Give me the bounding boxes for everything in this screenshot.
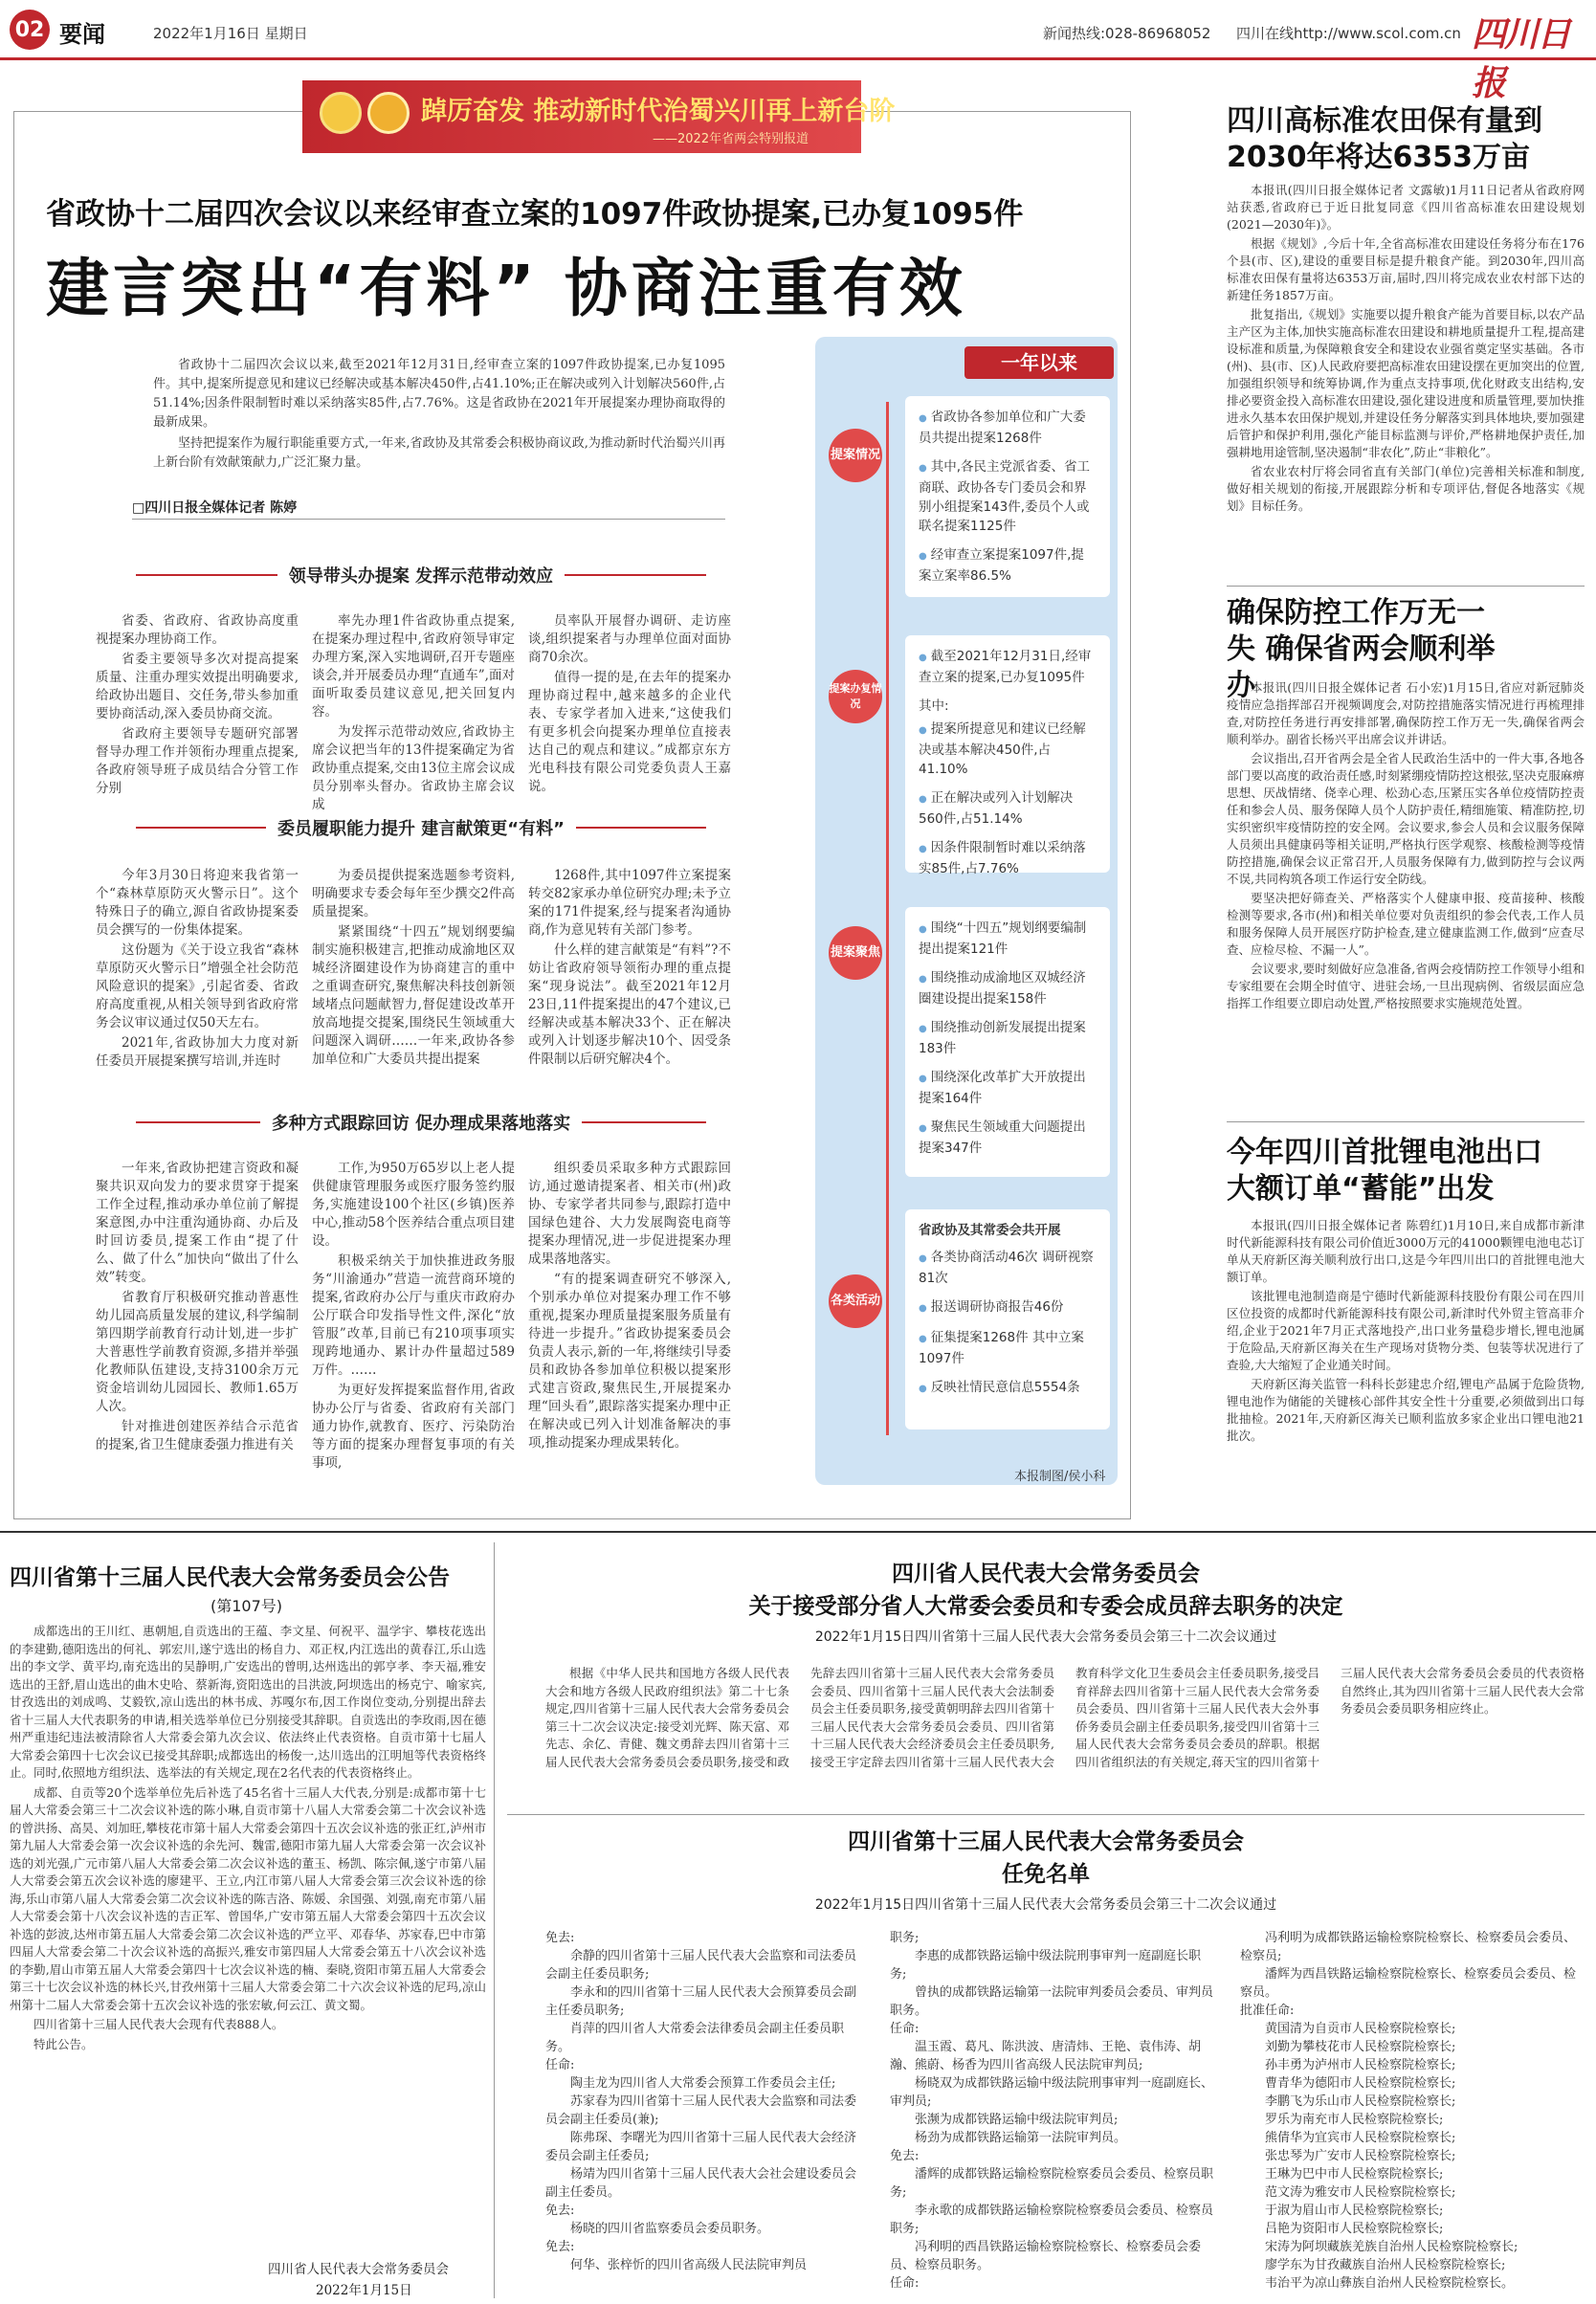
stats-card-1 bbox=[905, 396, 1110, 597]
appoint-line: 李永歌的成都铁路运输检察院检察委员会委员、检察员职务; bbox=[890, 2204, 1214, 2236]
appoint-line: 杨靖为四川省第十三届人民代表大会社会建设委员会副主任委员。 bbox=[545, 2167, 857, 2200]
stats-card-2 bbox=[905, 635, 1110, 876]
stat-item: ● 聚焦民生领域重大问题提出提案347件 bbox=[919, 1118, 1097, 1158]
page-number: 02 bbox=[14, 17, 45, 42]
stat-item: ● 报送调研协商报告46份 bbox=[919, 1297, 1097, 1318]
label-proposal-focus: 提案聚焦 bbox=[829, 926, 882, 980]
sec2-col2 bbox=[312, 867, 515, 1067]
appointment-col-1 bbox=[545, 1929, 867, 2300]
sec2-para: 今年3月30日将迎来我省第一个“森林草原防灭火警示日”。这个特殊日子的确立,源自省政协提案委员会撰写的一份集体提案。 bbox=[96, 868, 299, 938]
appoint-line: 冯利明为成都铁路运输检察院检察长、检察委员会委员、检察员; bbox=[1240, 1931, 1577, 1963]
article-byline: □四川日报全媒体记者 陈婷 bbox=[132, 500, 298, 516]
appoint-line: 吕艳为资阳市人民检察院检察长; bbox=[1265, 2222, 1444, 2236]
appoint-line: 张忠琴为广安市人民检察院检察长; bbox=[1265, 2149, 1456, 2163]
page-number-badge bbox=[10, 10, 50, 50]
sec1-col2 bbox=[312, 612, 515, 812]
announce-para: 特此公告。 bbox=[33, 2036, 94, 2051]
appoint-line: 潘辉的成都铁路运输检察院检察委员会委员、检察员职务; bbox=[890, 2167, 1214, 2200]
sec3-para: 工作,为950万65岁以上老人提供健康管理服务或医疗服务签约服务,实施建设100个社区(乡镇)医养中心,推动58个医养结合重点项目建设。 bbox=[312, 1161, 515, 1249]
appoint-line: 潘辉为西昌铁路运输检察院检察长、检察委员会委员、检察员。 bbox=[1240, 1967, 1577, 2000]
appoint-line: 罗乐为南充市人民检察院检察长; bbox=[1265, 2113, 1444, 2127]
stat-item: ● 其中,各民主党派省委、省工商联、政协各专门委员会和界别小组提案143件,委员个人或联名提案1125件 bbox=[919, 457, 1097, 536]
appoint-line: 温玉霞、葛凡、陈洪波、唐清炜、王艳、袁伟涛、胡瀚、熊蔚、杨香为四川省高级人民法院审判员; bbox=[890, 2040, 1202, 2072]
right-article-1-body bbox=[1227, 182, 1585, 576]
right-para: 省农业农村厅将会同省直有关部门(单位)完善相关标准和制度,做好相关规划的衔接,开展跟踪分析和专项评估,督促各地落实《规划》目标任务。 bbox=[1227, 464, 1585, 513]
sec3-para: 积极采纳关于加快推进政务服务“川渝通办”营造一流营商环境的提案,省政府办公厅与重庆市政府办公厅联合印发指导性文件,深化“放管服”改革,目前已有210项事项实现跨地通办、累计办件量超过589万件。…… bbox=[312, 1253, 515, 1378]
sec3-col2 bbox=[312, 1160, 515, 1471]
sec3-para: 省教育厅积极研究推动普惠性幼儿园高质量发展的建议,科学编制第四期学前教育行动计划,进一步扩大普惠性学前教育资源,多措并举强化教师队伍建设,支持3100余万元资金培训幼儿园园长、教师1.65万人次。 bbox=[96, 1290, 299, 1414]
appoint-line: 免去: bbox=[545, 1931, 575, 1945]
appoint-line: 杨晓的四川省监察委员会委员职务。 bbox=[570, 2222, 770, 2236]
appointment-col-3 bbox=[1240, 1929, 1585, 2300]
article-kicker: 省政协十二届四次会议以来经审查立案的1097件政协提案,已办复1095件 bbox=[46, 197, 1024, 232]
sec3-col1 bbox=[96, 1160, 299, 1452]
decision-date: 2022年1月15日四川省第十三届人民代表大会常务委员会第三十二次会议通过 bbox=[814, 1629, 1277, 1645]
sec1-para: 省委主要领导多次对提高提案质量、注重办理实效提出明确要求,给政协出题目、交任务,带头参加重要协商活动,深入委员协商交流。 bbox=[96, 652, 299, 721]
announcement-number: (第107号) bbox=[211, 1597, 283, 1615]
sec1-para: 员率队开展督办调研、走访座谈,组织提案者与办理单位面对面协商70余次。 bbox=[528, 613, 731, 665]
announcement-body bbox=[10, 1623, 486, 2235]
appoint-line: 肖萍的四川省人大常委会法律委员会副主任委员职务。 bbox=[545, 2022, 845, 2054]
appoint-line: 李惠的成都铁路运输中级法院刑事审判一庭副庭长职务; bbox=[890, 1949, 1202, 1982]
appoint-line: 孙丰勇为泸州市人民检察院检察长; bbox=[1265, 2058, 1456, 2072]
sec1-para: 率先办理1件省政协重点提案,在提案办理过程中,省政府领导审定办理方案,深入实地调研,召开专题座谈会,并开展委员办理“直通车”,面对面听取委员建议意见,把关回复内容。 bbox=[312, 613, 515, 720]
sec3-para: “有的提案调查研究不够深入,个别承办单位对提案办理工作不够重视,提案办理质量提案服务质量有待进一步提升。”省政协提案委员会负责人表示,新的一年,将继续引导委员和政协各参加单位积极以提案形式建言资政,聚焦民生,开展提案办理“回头看”,跟踪落实提案办理中正在解决或已列入计划准备解决的事项,推动提案办理成果转化。 bbox=[528, 1272, 731, 1451]
right-para: 本报讯(四川日报全媒体记者 陈碧红)1月10日,来自成都市新津时代新能源科技有限公司价值近3000万元的41000颗锂电池电芯订单从天府新区海关顺利放行出口,这是今年四川出口的首批锂电池大额订单。 bbox=[1227, 1218, 1585, 1284]
appoint-line: 余静的四川省第十三届人民代表大会监察和司法委员会副主任委员职务; bbox=[545, 1949, 857, 1982]
appoint-line: 陈弗琛、李曙光为四川省第十三届人民代表大会经济委员会副主任委员; bbox=[545, 2131, 857, 2163]
sec3-para: 为更好发挥提案监督作用,省政协办公厅与省委、省政府有关部门通力协作,就教育、医疗、污染防治等方面的提案办理督复事项的有关事项, bbox=[312, 1383, 515, 1471]
right-para: 本报讯(四川日报全媒体记者 文露敏)1月11日记者从省政府网站获悉,省政府已于近日批复同意《四川省高标准农田建设规划(2021—2030年)》。 bbox=[1227, 183, 1585, 232]
stat-item: ● 正在解决或列入计划解决560件,占51.14% bbox=[919, 788, 1097, 829]
appointment-date: 2022年1月15日四川省第十三届人民代表大会常务委员会第三十二次会议通过 bbox=[814, 1897, 1277, 1913]
sec1-para: 省政府主要领导专题研究部署督导办理工作并领衔办理重点提案,各政府领导班子成员结合分管工作分别 bbox=[96, 726, 299, 796]
stat-item: ● 截至2021年12月31日,经审查立案的提案,已办复1095件 bbox=[919, 647, 1097, 687]
banner-slogan: 踔厉奋发 推动新时代治蜀兴川再上新台阶 bbox=[421, 97, 896, 126]
sec1-para: 为发挥示范带动效应,省政协主席会议把当年的13件提案确定为省政协重点提案,交由13位主席会议成员分别率头督办。省政协主席会议成 bbox=[312, 724, 515, 812]
sec2-para: 这份题为《关于设立我省“森林草原防灭火警示日”增强全社会防范风险意识的提案》,引起省委、省政府高度重视,从相关领导到省政府常务会议审议通过仅50天左右。 bbox=[96, 942, 299, 1030]
appoint-line: 张濒为成都铁路运输中级法院审判员; bbox=[915, 2113, 1119, 2127]
decision-title-1: 四川省人民代表大会常务委员会 bbox=[892, 1562, 1200, 1586]
decision-para: 根据《中华人民共和国地方各级人民代表大会和地方各级人民政府组织法》第二十七条规定,四川省第十三届人民代表大会常务委员会第三十二次会议决定:接受刘光辉、陈天富、邓先志、余亿、青健、魏文勇辞去四川省第十三届人民代表大会常务委员会委员职务,接受和政先辞去四川省第十三届人民代表大会常务委员会委员、四川省第十三届人民代表大会法制委员会主任委员职务,接受黄朝明辞去四川省第十三届人民代表大会常务委员会委员、四川省第十三届人民代表大会经济委员会主任委员职务,接受王宇定辞去四川省第十三届人民代表大会教育科学文化卫生委员会主任委员职务,接受吕育祥辞去四川省第十三届人民代表大会常务委员会委员、四川省第十三届人民代表大会外事侨务委员会副主任委员职务,接受四川省第十三届人民代表大会常务委员会委员的辞职。根据四川省组织法的有关规定,蒋天宝的四川省第十三届人民代表大会常务委员会委员的代表资格自然终止,其为四川省第十三届人民代表大会常务委员会委员职务相应终止。 bbox=[545, 1666, 1585, 1769]
stat-item: ● 提案所提意见和建议已经解决或基本解决450件,占41.10% bbox=[919, 720, 1097, 779]
appoint-line: 范文涛为雅安市人民检察院检察长; bbox=[1265, 2185, 1456, 2200]
right-article-1-title: 四川高标准农田保有量到2030年将达6353万亩 bbox=[1227, 104, 1542, 174]
right-article-2-body bbox=[1227, 679, 1585, 1112]
section-heading-1-text: 领导带头办提案 发挥示范带动效应 bbox=[288, 566, 554, 587]
stat-subhead: 省政协及其常委会共开展 bbox=[919, 1223, 1061, 1238]
appoint-line: 冯利明的西昌铁路运输检察院检察长、检察委员会委员、检察员职务。 bbox=[890, 2240, 1202, 2272]
appointment-title-1: 四川省第十三届人民代表大会常务委员会 bbox=[848, 1829, 1244, 1854]
decision-divider bbox=[507, 1814, 1585, 1815]
announce-para: 成都选出的王川红、惠朝旭,自贡选出的王蕴、李文星、何祝平、温学宇、攀枝花选出的李建勤,德阳选出的何礼、郭宏川,遂宁选出的杨自力、邓正权,内江选出的黄春江,乐山选出的李文学、黄平均,南充选出的吴静明,广安选出的曾明,达州选出的郭亨孝、李天福,雅安选出的王舒,眉山选出的曲木史哈、蔡新海,资阳选出的吕洪波,阿坝选出的杨克宁、喻家宾,甘孜选出的刘成鸣、艾毅钦,凉山选出的林书成、苏嘎尔布,因工作岗位变动,分别提出辞去省十三届人大代表职务的申请,相关选举单位已分别接受其辞职。自贡选出的李玫雨,因在德州严重违纪违法被清除省人大常委会第九次会议、依法终止代表资格。自贡市第十七届人大常委会第四十七次会议已接受其辞职;成都选出的杨俊一,达川选出的江明旭等代表资格终止。同时,依照地方组织法、选举法的有关规定,现在2名代表的代表资格终止。 bbox=[10, 1624, 486, 1780]
appoint-line: 刘勤为攀枝花市人民检察院检察长; bbox=[1265, 2040, 1456, 2054]
byline-rule bbox=[132, 519, 725, 520]
sec2-col1 bbox=[96, 867, 299, 1069]
appoint-line: 任命: bbox=[890, 2022, 920, 2036]
section-heading-2-text: 委员履职能力提升 建言献策更“有料” bbox=[277, 819, 565, 839]
stat-item: ● 各类协商活动46次 调研视察81次 bbox=[919, 1248, 1097, 1288]
appoint-line: 苏家春为四川省第十三届人民代表大会监察和司法委员会副主任委员(兼); bbox=[545, 2094, 857, 2127]
stat-item: ● 征集提案1268件 其中立案1097件 bbox=[919, 1328, 1097, 1368]
announce-para: 成都、自贡等20个选举单位先后补选了45名省十三届人大代表,分别是:成都市第十七届人大常委会第三十二次会议补选的陈小琳,自贡市第十八届人大常委会第二十次会议补选的曾洪扬、高昊、刘加旺,攀枝花市第十届人大常委会第四十五次会议补选的张正红,泸州市第九届人大常委会第一次会议补选的余先河、魏雷,德阳市第九届人大常委会第一次会议补选的刘光强,广元市第八届人大常委会第二次会议补选的董玉、杨凯、陈宗佩,遂宁市第八届人大常委会第五次会议补选的廖建平、王立,内江市第八届人大常委会第三次会议补选的徐海,乐山市第八届人大常委会第二次会议补选的陈吉洛、陈媛、余国强、刘强,南充市第八届人大常委会第十八次会议补选的吉正军、曾国华,广安市第五届人大常委会第四十五次会议补选的彭波,达州市第五届人大常委会第二次会议补选的严立平、邓春华、苏家春,巴中市第四届人大常委会第二十次会议补选的高振兴,雅安市第四届人大常委会第五十八次会议补选的李勤,眉山市第五届人大常委会第四十七次会议补选的楠、秦晓,资阳市第五届人大常委会第三十七次会议补选的林长兴,甘孜州第十三届人大常委会第二十六次会议补选的尼玛,凉山州第十二届人大常委会第十五次会议补选的张宏敏,何云江、黄文蜀。 bbox=[10, 1784, 486, 2012]
label-reply-status: 提案办复情况 bbox=[829, 670, 882, 723]
stat-item: ● 围绕“十四五”规划纲要编制提出提案121件 bbox=[919, 919, 1097, 959]
appoint-line: 职务; bbox=[890, 1931, 920, 1945]
sec2-para: 紧紧围绕“十四五”规划纲要编制实施积极建言,把推动成渝地区双城经济圈建设作为协商建言的重中之重调查研究,聚焦解决科技创新领域堵点问题献智力,督促建设改革开放高地提交提案,围绕民生领域重大问题深入调研……一年来,政协各参加单位和广大委员共提出提案 bbox=[312, 924, 515, 1067]
news-hotline: 新闻热线:028-86968052 bbox=[1043, 25, 1211, 42]
section-heading-3-text: 多种方式跟踪回访 促办理成果落地落实 bbox=[271, 1114, 571, 1134]
stat-item: ● 经审查立案提案1097件,提案立案率86.5% bbox=[919, 545, 1097, 586]
right-para: 要坚决把好筛查关、严格落实个人健康申报、疫苗接种、核酸检测等要求,各市(州)和相关单位要对负责组织的参会代表,工作人员和服务保障人员开展医疗防护检查,建立健康监测工作,做到“应查尽查、应检尽检、不漏一人”。 bbox=[1227, 891, 1585, 957]
announce-para: 四川省第十三届人民代表大会现有代表888人。 bbox=[33, 2017, 284, 2031]
right-para: 本报讯(四川日报全媒体记者 石小宏)1月15日,省应对新冠肺炎疫情应急指挥部召开视频调度会,对防控措施落实情况进行再梳理排查,对防控任务进行再安排部署,确保防控工作万无一失,确保省两会顺利举办。副省长杨兴平出席会议并讲话。 bbox=[1227, 680, 1585, 746]
article-headline: 建言突出“有料” 协商注重有效 bbox=[46, 252, 966, 325]
label-proposal-status: 提案情况 bbox=[829, 429, 882, 482]
announcement-sign-date: 2022年1月15日 bbox=[316, 2283, 412, 2298]
appoint-line: 批准任命: bbox=[1240, 2004, 1295, 2018]
right-article-3-title: 今年四川首批锂电池出口大额订单“蓄能”出发 bbox=[1227, 1136, 1542, 1206]
timeline-line bbox=[886, 402, 889, 1435]
label-activities: 各类活动 bbox=[829, 1274, 882, 1328]
appoint-line: 何华、张梓忻的四川省高级人民法院审判员 bbox=[570, 2258, 808, 2272]
article-lead bbox=[153, 356, 725, 499]
announcement-title: 四川省第十三届人民代表大会常务委员会公告 bbox=[10, 1565, 450, 1590]
sec2-para: 2021年,省政协加大力度对新任委员开展提案撰写培训,并连时 bbox=[96, 1035, 299, 1069]
issue-date: 2022年1月16日 星期日 bbox=[153, 25, 308, 42]
appoint-line: 免去: bbox=[545, 2204, 575, 2218]
infographic-credit: 本报制图/侯小科 bbox=[1014, 1470, 1106, 1484]
stat-item: ● 围绕推动成渝地区双城经济圈建设提出提案158件 bbox=[919, 968, 1097, 1008]
special-report-banner bbox=[302, 80, 896, 153]
announcement-signature: 四川省人民代表大会常务委员会 bbox=[268, 2262, 449, 2277]
right-para: 会议指出,召开省两会是全省人民政治生活中的一件大事,各地各部门要以高度的政治责任感,时刻紧绷疫情防控这根弦,坚决克服麻痹思想、厌战情绪、侥幸心理、松劲心态,压紧压实各单位疫情防控责任和参会人员、服务保障人员个人防护责任,精细施策、精准防控,切实织密织牢疫情防控的安全网。会议要求,参会人员和会议服务保障人员须出具健康码等相关证明,严格执行医学观察、核酸检测等疫情防控措施,确保会议正常召开,人员服务保障有力,做到防控与会议两不误,共同构筑各项工作运行安全防线。 bbox=[1227, 751, 1585, 886]
stat-item: ● 省政协各参加单位和广大委员共提出提案1268件 bbox=[919, 408, 1097, 448]
appoint-line: 宋涛为阿坝藏族羌族自治州人民检察院检察长; bbox=[1265, 2240, 1518, 2254]
lead-para-1: 省政协十二届四次会议以来,截至2021年12月31日,经审查立案的1097件政协提案,已办复1095件。其中,提案所提意见和建议已经解决或基本解决450件,占41.10%;正在解决或列入计划解决560件,占51.14%;因条件限制暂时难以采纳落实85件,占7.76%。这是省政协在2021年开展提案办理协商取得的最新成果。 bbox=[153, 358, 725, 430]
decision-body bbox=[545, 1665, 1585, 1808]
appoint-line: 任命: bbox=[545, 2058, 575, 2072]
appoint-line: 王琳为巴中市人民检察院检察长; bbox=[1265, 2167, 1444, 2182]
appoint-line: 杨劲为成都铁路运输第一法院审判员。 bbox=[915, 2131, 1127, 2145]
sec3-col3 bbox=[528, 1160, 731, 1451]
right-para: 天府新区海关监管一科科长彭建忠介绍,锂电产品属于危险货物,锂电池作为储能的关键核心部件其安全性十分重要,必须做到出口每批抽检。2021年,天府新区海关已顺利监放多家企业出口锂电池21批次。 bbox=[1227, 1377, 1585, 1443]
right-para: 根据《规划》,今后十年,全省高标准农田建设任务将分布在176个县(市、区),建设的重要目标是提升粮食产能。到2030年,四川高标准农田保有量将达6353万亩,届时,四川将完成农业农村部下达的新建任务1857万亩。 bbox=[1227, 236, 1585, 302]
right-para: 批复指出,《规划》实施要以提升粮食产能为首要目标,以农产品主产区为主体,加快实施高标准农田建设和耕地质量提升工程,提高建设标准和质量,为保障粮食安全和建设农业强省奠定坚实基础。各市(州)、县(市、区)人民政府要把高标准农田建设摆在更加突出的位置,加强组织领导和统筹协调,作为重点支持事项,优化财政支出结构,安排必要资金投入高标准农田建设,强化建设进度和质量管理,要加快推进永久基本农田保护规划,并建设任务分解落实到具体地块,要加强建后管护和保护利用,强化产能目标监测与评价,严格耕地保护责任,加强耕地用途管制,坚决遏制“非农化”,防止“非粮化”。 bbox=[1227, 307, 1585, 459]
appoint-line: 李鹏飞为乐山市人民检察院检察长; bbox=[1265, 2094, 1456, 2109]
sec3-para: 针对推进创建医养结合示范省的提案,省卫生健康委强力推进有关 bbox=[96, 1419, 299, 1452]
bottom-divider bbox=[0, 1531, 1596, 1533]
stat-subhead: 其中: bbox=[919, 698, 949, 714]
appoint-line: 杨晓双为成都铁路运输中级法院刑事审判一庭副庭长、审判员; bbox=[890, 2076, 1214, 2109]
paper-logo: 四川日报 bbox=[1472, 14, 1570, 103]
appoint-line: 免去: bbox=[890, 2149, 920, 2163]
appoint-line: 韦治平为凉山彝族自治州人民检察院检察长。 bbox=[1265, 2276, 1515, 2291]
sec2-para: 1268件,其中1097件立案提案转交82家承办单位研究办理;未予立案的171件提案,经与提案者沟通协商,作为意见转有关部门参考。 bbox=[528, 868, 731, 938]
stat-item: ● 因条件限制暂时难以采纳落实85件,占7.76% bbox=[919, 838, 1097, 878]
appoint-line: 曾执的成都铁路运输第一法院审判委员会委员、审判员职务。 bbox=[890, 1985, 1214, 2018]
stat-item: ● 围绕深化改革扩大开放提出提案164件 bbox=[919, 1068, 1097, 1108]
sec1-para: 省委、省政府、省政协高度重视提案办理协商工作。 bbox=[96, 613, 299, 647]
stats-card-4 bbox=[905, 1209, 1110, 1429]
cppcc-emblem-icon bbox=[367, 92, 410, 134]
appoint-line: 陶圭龙为四川省人大常委会预算工作委员会主任; bbox=[570, 2076, 836, 2091]
section-heading-2 bbox=[124, 815, 718, 840]
sec2-para: 什么样的建言献策是“有料”?不妨让省政府领导领衔办理的重点提案“现身说法”。截至2021年12月23日,11件提案提出的47个建议,已经解决或基本解决33个、正在解决或列入计划逐步解决10个、因受条件限制以后研究解决4个。 bbox=[528, 942, 731, 1067]
appointment-col-2 bbox=[890, 1929, 1215, 2300]
right-article-3-body bbox=[1227, 1217, 1585, 1510]
right-divider-2 bbox=[1227, 1121, 1585, 1122]
appoint-line: 熊倩华为宜宾市人民检察院检察长; bbox=[1265, 2131, 1456, 2145]
right-para: 会议要求,要时刻做好应急准备,省两会疫情防控工作领导小组和专家组要在会期全时值守、进驻会场,一旦出现病例、省级层面应急指挥工作组要立即启动处置,严格按照要求实施规范处置。 bbox=[1227, 962, 1585, 1010]
section-name: 要闻 bbox=[59, 21, 105, 48]
sec3-para: 一年来,省政协把建言资政和凝聚共识双向发力的要求贯穿于提案工作全过程,推动承办单位前了解提案意图,办中注重沟通协商、办后及时回访委员,提案工作由“提了什么、做了什么”加快向“做出了什么效”转变。 bbox=[96, 1161, 299, 1285]
stat-item: ● 围绕推动创新发展提出提案183件 bbox=[919, 1018, 1097, 1058]
website: 四川在线http://www.scol.com.cn bbox=[1236, 25, 1461, 42]
banner-subtitle: ——2022年省两会特别报道 bbox=[653, 132, 809, 146]
stats-card-3 bbox=[905, 907, 1110, 1177]
appoint-line: 免去: bbox=[545, 2240, 575, 2254]
sec3-para: 组织委员采取多种方式跟踪回访,通过邀请提案者、相关市(州)政协、专家学者共同参与,跟踪打造中国绿色建谷、大力发展陶瓷电商等提案办理情况,进一步促进提案办理成果落地落实。 bbox=[528, 1161, 731, 1267]
decision-title-2: 关于接受部分省人大常委会委员和专委会成员辞去职务的决定 bbox=[748, 1594, 1343, 1619]
sec1-para: 值得一提的是,在去年的提案办理协商过程中,越来越多的企业代表、专家学者加入进来,“这使我们有更多机会向提案办理单位直接表达自己的观点和建议。”成都京东方光电科技有限公司党委负责人王嘉说。 bbox=[528, 670, 731, 794]
infographic-title: 一年以来 bbox=[964, 346, 1114, 379]
party-emblem-icon bbox=[320, 92, 362, 134]
section-heading-3 bbox=[124, 1110, 718, 1135]
right-article-2-title: 确保防控工作万无一失 确保省两会顺利举办 bbox=[1227, 596, 1496, 702]
appoint-line: 任命: bbox=[890, 2276, 920, 2291]
sec1-col3 bbox=[528, 612, 731, 794]
masthead-rule bbox=[0, 57, 1596, 60]
bottom-vertical-divider bbox=[494, 1542, 495, 2298]
appoint-line: 曹青华为德阳市人民检察院检察长; bbox=[1265, 2076, 1456, 2091]
appoint-line: 廖学东为甘孜藏族自治州人民检察院检察长; bbox=[1265, 2258, 1506, 2272]
appointment-title-2: 任免名单 bbox=[1002, 1862, 1090, 1887]
appoint-line: 于淑为眉山市人民检察院检察长; bbox=[1265, 2204, 1444, 2218]
lead-para-2: 坚持把提案作为履行职能重要方式,一年来,省政协及其常委会积极协商议政,为推动新时代治蜀兴川再上新台阶有效献策献力,广泛汇聚力量。 bbox=[153, 436, 725, 470]
sec1-col1 bbox=[96, 612, 299, 796]
section-heading-1 bbox=[124, 563, 718, 587]
appoint-line: 黄国清为自贡市人民检察院检察长; bbox=[1265, 2022, 1456, 2036]
sec2-para: 为委员提供提案选题参考资料,明确要求专委会每年至少撰交2件高质量提案。 bbox=[312, 868, 515, 919]
sec2-col3 bbox=[528, 867, 731, 1067]
appoint-line: 李永和的四川省第十三届人民代表大会预算委员会副主任委员职务; bbox=[545, 1985, 857, 2018]
right-para: 该批锂电池制造商是宁德时代新能源科技股份有限公司在四川区位投资的成都时代新能源科技有限公司,新津时代外贸主管高菲介绍,企业于2021年7月正式落地投产,出口业务量稳步增长,锂电池属于危险品,天府新区海关在生产现场对货物分类、包装等状况进行了查验,大大缩短了企业通关时间。 bbox=[1227, 1289, 1585, 1372]
right-divider-1 bbox=[1227, 586, 1585, 587]
stat-item: ● 反映社情民意信息5554条 bbox=[919, 1378, 1097, 1399]
